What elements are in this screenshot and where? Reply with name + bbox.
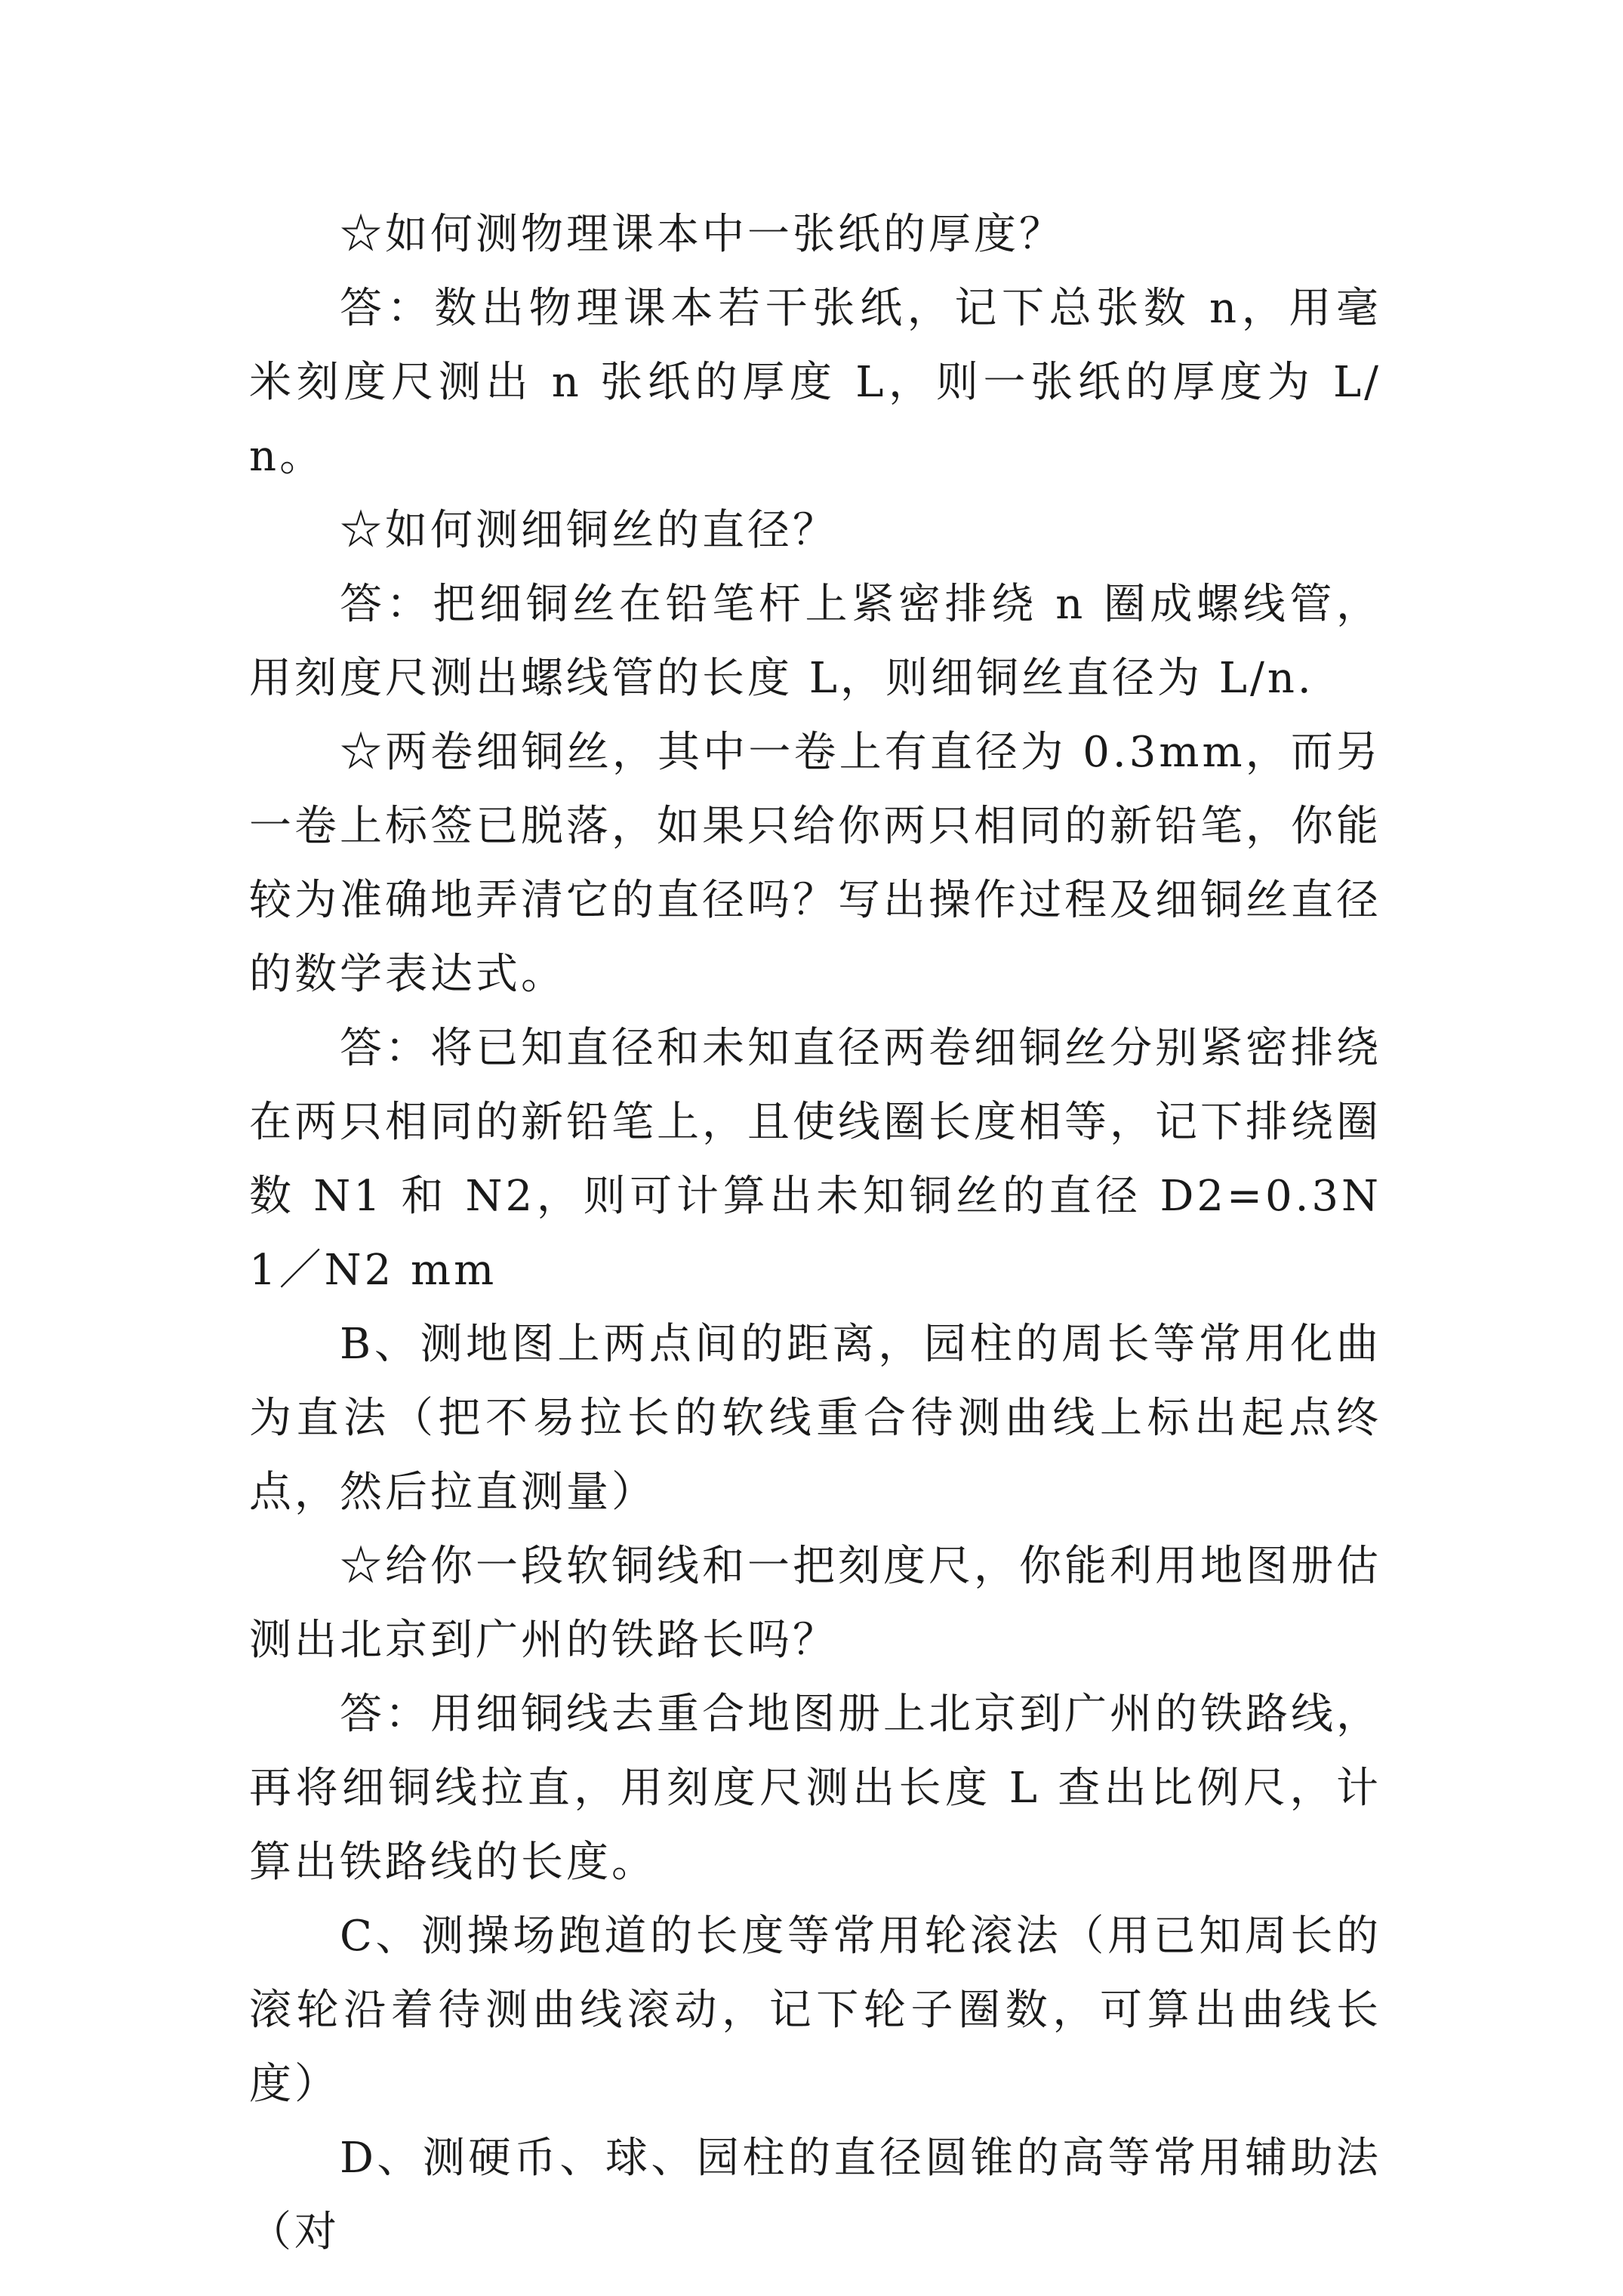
answer-wire-diameter: 答：把细铜丝在铅笔杆上紧密排绕 n 圈成螺线管，用刻度尺测出螺线管的长度 L，则细铜丝直径为 L/n. — [249, 580, 1381, 703]
question-wire-diameter: ☆如何测细铜丝的直径？ — [340, 506, 838, 555]
answer-two-wire-rolls: 答：将已知直径和未知直径两卷细铜丝分别紧密排绕在两只相同的新铅笔上，且使线圈长度相等，记下排绕圈数 N1 和 N2，则可计算出未知铜丝的直径 D2=0.3N1／N2 mm — [249, 1024, 1381, 1295]
answer-railway-length: 答：用细铜线去重合地图册上北京到广州的铁路线，再将细铜线拉直，用刻度尺测出长度 L 查出比例尺，计算出铁路线的长度。 — [249, 1690, 1381, 1887]
section-d-auxiliary-method: D、测硬币、球、园柱的直径圆锥的高等常用辅助法（对 — [249, 2134, 1381, 2257]
document-body — [249, 198, 1381, 2270]
question-two-wire-rolls: ☆两卷细铜丝，其中一卷上有直径为 0.3mm，而另一卷上标签已脱落，如果只给你两只相同的新铅笔，你能较为准确地弄清它的直径吗？写出操作过程及细铜丝直径的数学表达式。 — [249, 728, 1381, 999]
section-c-wheel-rolling: C、测操场跑道的长度等常用轮滚法（用已知周长的滚轮沿着待测曲线滚动，记下轮子圈数，可算出曲线长度） — [249, 1912, 1381, 2109]
question-paper-thickness: ☆如何测物理课本中一张纸的厚度？ — [340, 210, 1064, 259]
section-b-curve-to-line: B、测地图上两点间的距离，园柱的周长等常用化曲为直法（把不易拉长的软线重合待测曲线上标出起点终点，然后拉直测量） — [249, 1320, 1381, 1517]
question-railway-length: ☆给你一段软铜线和一把刻度尺，你能利用地图册估测出北京到广州的铁路长吗？ — [249, 1542, 1381, 1665]
answer-paper-thickness: 答：数出物理课本若干张纸，记下总张数 n，用毫米刻度尺测出 n 张纸的厚度 L，则一张纸的厚度为 L/n。 — [249, 284, 1381, 481]
